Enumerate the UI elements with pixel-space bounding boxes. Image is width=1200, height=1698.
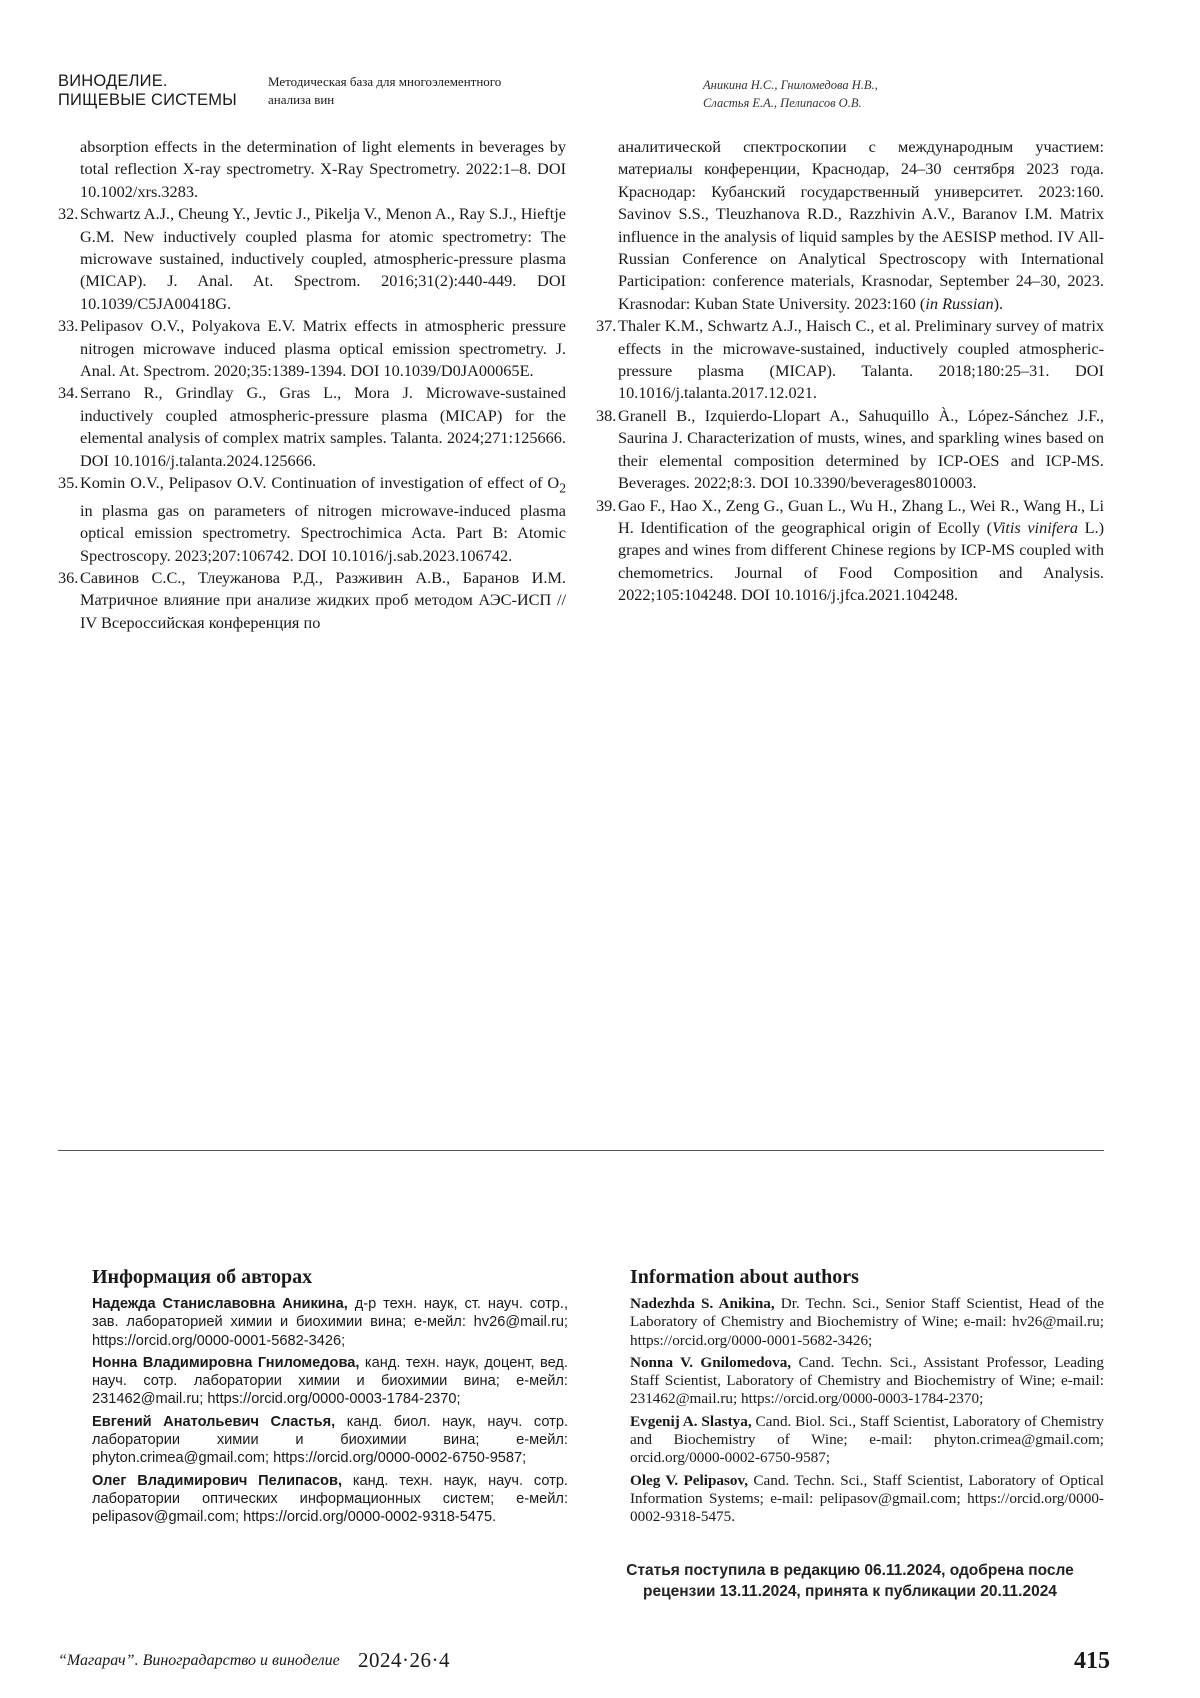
section-divider [58,1150,1104,1151]
reference-34 [58,382,566,472]
author-name: Oleg V. Pelipasov, [630,1471,749,1489]
author-details: Cand. Techn. Sci., Staff Scientist, Laboratory of Optical Information Systems; e-mail: pelipasov@gmail.com; https://orcid.org/0000-0002-9318-5475. [630,1471,1104,1526]
author-info-heading: Information about authors [630,1266,859,1288]
author-details: Cand. Techn. Sci., Assistant Professor, Leading Staff Scientist, Laboratory of Chemistry and Biochemistry of Wine; e-mail: 231462@mail.ru; https://orcid.org/0000-0003-1784-2370; [630,1353,1104,1408]
reference-text: Serrano R., Grindlay G., Gras L., Mora J. Microwave-sustained inductively coupled atmospheric-pressure plasma (MICAP) for the elemental analysis of complex matrix samples. Talanta. 2024;271:125666. DOI 10.1016/j.talanta.2024.125666. [80,383,566,470]
reference-number: 32. [58,204,79,224]
reference-text-part: Gao F., Hao X., Zeng G., Guan L., Wu H., Zhang L., Wei R., Wang H., Li H. Identification of the geographical origin of Ecolly ( [618,495,1104,537]
reference-38 [596,405,1104,495]
journal-section-line1: ВИНОДЕЛИЕ. [58,72,168,90]
author-details: Dr. Techn. Sci., Senior Staff Scientist, Head of the Laboratory of Chemistry and Biochemistry of Wine; e-mail: hv26@mail.ru; https://orcid.org/0000-0001-5682-3426; [630,1295,1104,1349]
reference-text [80,473,566,564]
author-entry [630,1472,1104,1527]
running-authors [703,76,1003,112]
journal-section-line2: ПИЩЕВЫЕ СИСТЕМЫ [58,91,237,109]
reference-text-part: Komin O.V., Pelipasov O.V. Continuation of investigation of effect of O [80,473,560,493]
reference-text: absorption effects in the determination of light elements in beverages by total reflection X-ray spectrometry. X-Ray Spectrometry. 2022:1–8. DOI 10.1002/xrs.3283. [80,137,566,201]
author-name: Евгений Анатольевич Сластья, [92,1413,336,1430]
author-entry [630,1354,1104,1409]
page-number: 415 [1074,1648,1110,1674]
reference-text-part: in plasma gas on parameters of nitrogen microwave-induced plasma optical emission spectrometry. Spectrochimica Acta. Part B: Atomic Spectroscopy. 2023;207:106742. DOI 10.1016/j.sab.2023.106742. [80,500,566,565]
reference-32 [58,203,566,315]
reference-36 [58,567,566,634]
author-entry [92,1295,568,1350]
reference-text: Thaler K.M., Schwartz A.J., Haisch C., et al. Preliminary survey of matrix effects in the microwave-sustained, inductively coupled atmospheric-pressure plasma (MICAP). Talanta. 2018;180:25–31. DOI 10.1016/j.talanta.2017.12.021. [618,316,1104,403]
author-entry [92,1472,568,1527]
running-authors-line1: Аникина Н.С., Гниломедова Н.В., [703,78,878,92]
reference-39 [596,495,1104,607]
reference-text-part: ). [993,293,1004,313]
journal-section-name [58,72,258,110]
reference-number: 38. [596,405,617,425]
reference-number: 33. [58,316,79,336]
author-info-russian [92,1265,568,1531]
reference-37 [596,315,1104,405]
reference-text [618,496,1104,605]
author-name: Nadezhda S. Anikina, [630,1295,775,1312]
author-info-heading: Информация об авторах [92,1266,313,1288]
page-footer [58,1648,1110,1678]
reference-number: 37. [596,316,617,336]
author-name: Олег Владимирович Пелипасов, [92,1472,343,1489]
submission-dates [596,1560,1104,1602]
reference-number: 36. [58,567,79,587]
footer-journal-name: “Магарач”. Виноградарство и виноделие [58,1652,340,1669]
author-entry [630,1295,1104,1350]
submission-dates-line1: Статья поступила в редакцию 06.11.2024, одобрена после [626,1562,1074,1579]
author-details: Cand. Biol. Sci., Staff Scientist, Laboratory of Chemistry and Biochemistry of Wine; e-mail: phyton.crimea@gmail.com; orcid.org/0000-0002-6750-9587; [630,1412,1104,1467]
running-article-title [268,73,568,109]
reference-italic: Vitis vinifera [992,517,1078,537]
reference-text-part: аналитической спектроскопии с международным участием: материалы конференции, Краснодар, 24–30 сентября 2023 года. Краснодар: Кубанский государственный университет. 2023:160. Savinov S.S., Tleuzhanova R.D., Razzhivin A.V., Baranov I.M. Matrix influence in the analysis of liquid samples by the AESISP method. IV All-Russian Conference on Analytical Spectroscopy with International Participation: conference materials, Krasnodar, September 24–30, 2023. Krasnodar: Kuban State University. 2023:160 ( [618,137,1104,313]
reference-number: 34. [58,383,79,403]
subscript: 2 [559,480,566,496]
author-details: канд. техн. наук, науч. сотр. лаборатории оптических информационных систем; е-мейл: pelipasov@gmail.com; https://orcid.org/0000-0002-9318-5475. [92,1472,568,1526]
reference-33 [58,315,566,382]
author-details: канд. техн. наук, доцент, вед. науч. сотр. лаборатории химии и биохимии вина; е-мейл: 231462@mail.ru; https://orcid.org/0000-0003-1784-2370; [92,1354,568,1408]
reference-number: 39. [596,495,617,515]
reference-number: 35. [58,473,79,493]
reference-italic: in Russian [925,293,994,313]
author-name: Надежда Станиславовна Аникина, [92,1296,348,1312]
author-info-english [630,1265,1104,1531]
page-header [58,70,1110,116]
author-entry [630,1413,1104,1468]
reference-text: Schwartz A.J., Cheung Y., Jevtic J., Pikelja V., Menon A., Ray S.J., Hieftje G.M. New inductively coupled plasma for atomic spectrometry: The microwave sustained, inductively coupled, atmospheric-pressure plasma (MICAP). J. Anal. At. Spectrom. 2016;31(2):440-449. DOI 10.1039/C5JA00418G. [80,204,567,313]
references-left-column [58,136,566,634]
reference-text-part: L.) grapes and wines from different Chinese regions by ICP-MS coupled with chemometrics. Journal of Food Composition and Analysis. 2022;105:104248. DOI 10.1016/j.jfca.2021.104248. [618,517,1105,605]
author-name: Evgenij A. Slastya, [630,1412,752,1430]
article-title-line2: анализа вин [268,92,335,107]
footer-issue-number: 2024·26·4 [358,1648,450,1672]
reference-text: Granell B., Izquierdo-Llopart A., Sahuquillo À., López-Sánchez J.F., Saurina J. Characterization of musts, wines, and sparkling wines based on their elemental composition determined by ICP-OES and ICP-MS. Beverages. 2022;8:3. DOI 10.3390/beverages8010003. [618,405,1104,493]
reference-31-continuation [58,136,566,203]
reference-text: Pelipasov O.V., Polyakova E.V. Matrix effects in atmospheric pressure nitrogen microwave induced plasma optical emission spectrometry. J. Anal. At. Spectrom. 2020;35:1389-1394. DOI 10.1039/D0JA00065E. [80,316,566,381]
author-entry [92,1354,568,1409]
submission-dates-line2: рецензии 13.11.2024, принята к публикации 20.11.2024 [643,1583,1057,1600]
references-right-column [596,136,1104,607]
author-details: д-р техн. наук, ст. науч. сотр., зав. лабораторией химии и биохимии вина; е-мейл: hv26@mail.ru; https://orcid.org/0000-0001-5682-3426; [92,1296,568,1349]
reference-text: Савинов С.С., Тлеужанова Р.Д., Разживин А.В., Баранов И.М. Матричное влияние при анализе жидких проб методом АЭС-ИСП // IV Всероссийская конференция по [80,567,566,632]
reference-36-continuation [596,136,1104,315]
author-name: Нонна Владимировна Гниломедова, [92,1354,360,1371]
article-title-line1: Методическая база для многоэлементного [268,74,502,89]
author-details: канд. биол. наук, науч. сотр. лаборатории химии и биохимии вина; е-мейл: phyton.crimea@gmail.com; https://orcid.org/0000-0002-6750-9587; [92,1413,568,1467]
author-entry [92,1413,568,1468]
author-name: Nonna V. Gnilomedova, [630,1353,792,1371]
reference-35 [58,472,566,567]
running-authors-line2: Сластья Е.А., Пелипасов О.В. [703,96,862,110]
